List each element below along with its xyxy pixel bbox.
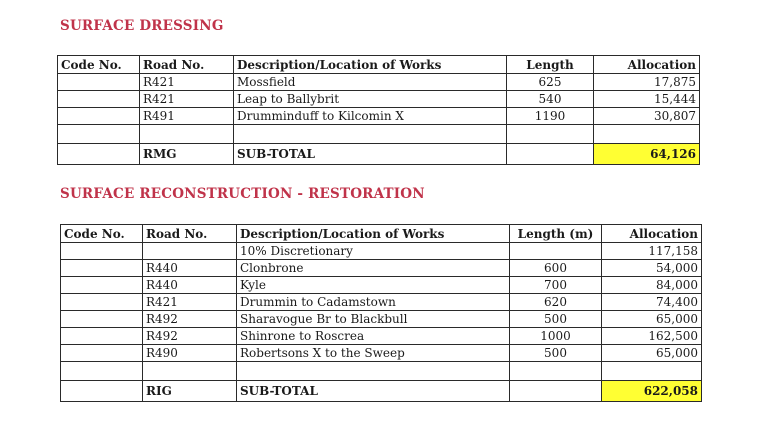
header-road-no: Road No.: [143, 225, 237, 243]
cell-description: Mossfield: [234, 74, 507, 91]
cell-road: R421: [140, 91, 234, 108]
cell-allocation: 54,000: [602, 260, 702, 277]
cell-road: R421: [140, 74, 234, 91]
cell-length: 500: [510, 311, 602, 328]
cell-code: [61, 277, 143, 294]
cell-empty: [143, 362, 237, 381]
cell-allocation: 162,500: [602, 328, 702, 345]
cell-length: 1000: [510, 328, 602, 345]
surface-dressing-table: [57, 55, 700, 165]
subtotal-allocation: 64,126: [594, 144, 700, 165]
section-heading-surface-dressing: SURFACE DRESSING: [60, 18, 224, 34]
cell-length: [510, 243, 602, 260]
cell-length: 540: [507, 91, 594, 108]
cell-code: [58, 91, 140, 108]
section-heading-surface-reconstruction: SURFACE RECONSTRUCTION - RESTORATION: [60, 186, 425, 202]
cell-allocation: 17,875: [594, 74, 700, 91]
cell-length: 1190: [507, 108, 594, 125]
cell-description: Clonbrone: [237, 260, 510, 277]
subtotal-length: [507, 144, 594, 165]
table-row: [58, 91, 700, 108]
cell-code: [58, 74, 140, 91]
cell-description: Kyle: [237, 277, 510, 294]
cell-allocation: 65,000: [602, 311, 702, 328]
table-row: [61, 345, 702, 362]
header-code-no: Code No.: [61, 225, 143, 243]
cell-description: Drumminduff to Kilcomin X: [234, 108, 507, 125]
table-row: [61, 294, 702, 311]
subtotal-row: [58, 144, 700, 165]
cell-empty: [140, 125, 234, 144]
subtotal-road: RIG: [143, 381, 237, 402]
header-code-no: Code No.: [58, 56, 140, 74]
subtotal-code: [58, 144, 140, 165]
header-length: Length (m): [510, 225, 602, 243]
cell-description: Robertsons X to the Sweep: [237, 345, 510, 362]
cell-length: 625: [507, 74, 594, 91]
subtotal-label: SUB-TOTAL: [234, 144, 507, 165]
header-length: Length: [507, 56, 594, 74]
cell-road: R440: [143, 260, 237, 277]
cell-empty: [234, 125, 507, 144]
cell-length: 700: [510, 277, 602, 294]
table-header-row: [58, 56, 700, 74]
cell-road: R492: [143, 328, 237, 345]
subtotal-label: SUB-TOTAL: [237, 381, 510, 402]
header-allocation: Allocation: [594, 56, 700, 74]
cell-code: [61, 243, 143, 260]
cell-length: 500: [510, 345, 602, 362]
cell-empty: [58, 125, 140, 144]
cell-road: R490: [143, 345, 237, 362]
cell-empty: [602, 362, 702, 381]
cell-length: 600: [510, 260, 602, 277]
cell-description: Shinrone to Roscrea: [237, 328, 510, 345]
surface-reconstruction-table: [60, 224, 702, 402]
cell-allocation: 84,000: [602, 277, 702, 294]
cell-code: [61, 260, 143, 277]
cell-empty: [510, 362, 602, 381]
table-row: [58, 108, 700, 125]
cell-description: Sharavogue Br to Blackbull: [237, 311, 510, 328]
cell-allocation: 65,000: [602, 345, 702, 362]
cell-empty: [61, 362, 143, 381]
header-road-no: Road No.: [140, 56, 234, 74]
cell-road: R421: [143, 294, 237, 311]
cell-road: [143, 243, 237, 260]
header-allocation: Allocation: [602, 225, 702, 243]
cell-code: [61, 294, 143, 311]
table-row: [61, 243, 702, 260]
cell-road: R440: [143, 277, 237, 294]
header-description: Description/Location of Works: [237, 225, 510, 243]
cell-allocation: 15,444: [594, 91, 700, 108]
cell-road: R492: [143, 311, 237, 328]
subtotal-allocation: 622,058: [602, 381, 702, 402]
cell-description: Drummin to Cadamstown: [237, 294, 510, 311]
subtotal-code: [61, 381, 143, 402]
table-blank-row: [58, 125, 700, 144]
table-row: [61, 311, 702, 328]
subtotal-row: [61, 381, 702, 402]
cell-road: R491: [140, 108, 234, 125]
cell-description: Leap to Ballybrit: [234, 91, 507, 108]
cell-empty: [237, 362, 510, 381]
table-blank-row: [61, 362, 702, 381]
subtotal-length: [510, 381, 602, 402]
cell-code: [61, 311, 143, 328]
header-description: Description/Location of Works: [234, 56, 507, 74]
cell-code: [58, 108, 140, 125]
cell-code: [61, 345, 143, 362]
cell-allocation: 74,400: [602, 294, 702, 311]
table-row: [58, 74, 700, 91]
cell-empty: [507, 125, 594, 144]
table-row: [61, 328, 702, 345]
cell-allocation: 30,807: [594, 108, 700, 125]
table-header-row: [61, 225, 702, 243]
cell-code: [61, 328, 143, 345]
subtotal-road: RMG: [140, 144, 234, 165]
table-row: [61, 260, 702, 277]
cell-description: 10% Discretionary: [237, 243, 510, 260]
cell-empty: [594, 125, 700, 144]
table-row: [61, 277, 702, 294]
cell-length: 620: [510, 294, 602, 311]
cell-allocation: 117,158: [602, 243, 702, 260]
